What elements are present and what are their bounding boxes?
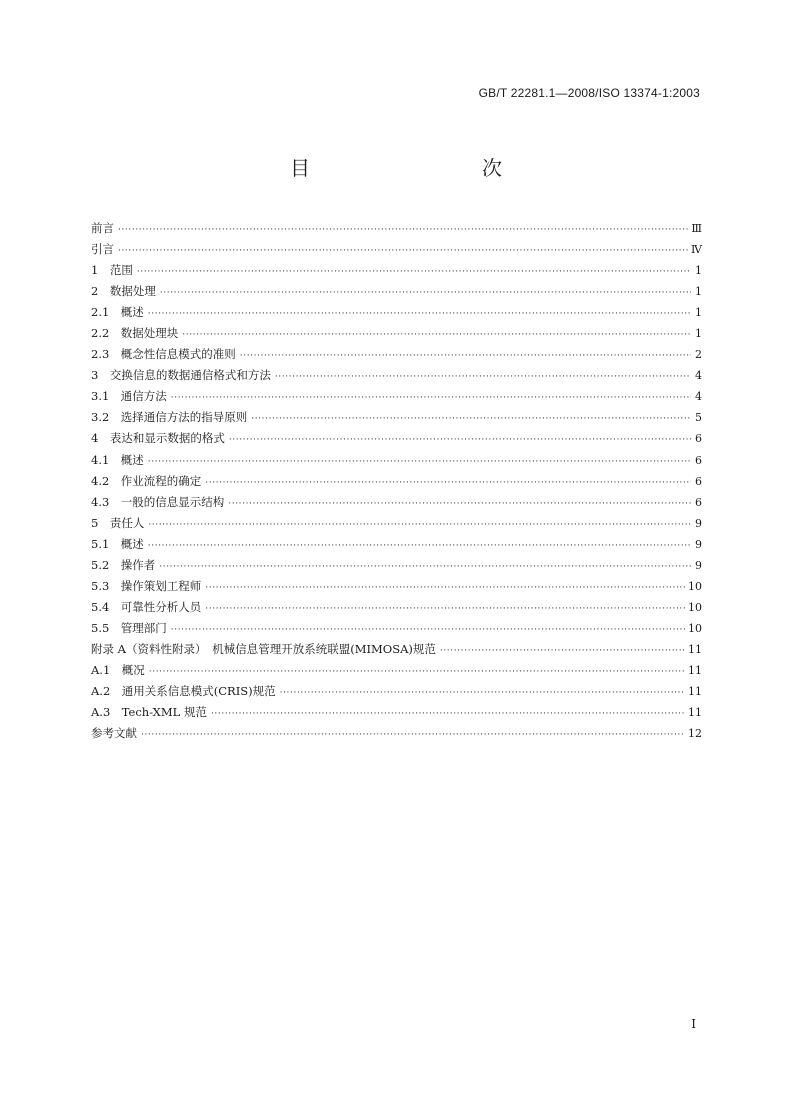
toc-entry-page: 10 [688, 579, 702, 593]
toc-entry-page: 11 [688, 642, 702, 656]
toc-entry[interactable] [91, 386, 702, 407]
toc-entry[interactable] [91, 597, 702, 618]
toc-entry[interactable] [91, 218, 702, 239]
toc-entry-label: 2 数据处理 [91, 284, 156, 299]
toc-entry-label: 4.2 作业流程的确定 [91, 473, 202, 488]
toc-entry-label: 1 范围 [91, 263, 133, 278]
toc-entry-page: 9 [695, 516, 702, 530]
toc-entry-label: 5 责任人 [91, 515, 145, 530]
toc-entry-label: 4 表达和显示数据的格式 [91, 431, 225, 446]
toc-leader-dots [251, 409, 691, 430]
toc-entry[interactable] [91, 555, 702, 576]
toc-entry[interactable] [91, 450, 702, 471]
table-of-contents [91, 218, 702, 744]
toc-entry-label: 2.3 概念性信息模式的准则 [91, 347, 236, 362]
toc-entry-label: A.3 Tech-XML 规范 [91, 705, 207, 720]
toc-leader-dots [205, 473, 691, 494]
toc-leader-dots [171, 620, 685, 641]
toc-leader-dots [159, 557, 691, 578]
toc-entry-label: 5.5 管理部门 [91, 620, 167, 635]
toc-entry-page: Ⅲ [691, 222, 702, 235]
toc-entry[interactable] [91, 513, 702, 534]
toc-leader-dots [211, 704, 685, 725]
toc-entry-label: 附录 A（资料性附录） 机械信息管理开放系统联盟(MIMOSA)规范 [91, 641, 436, 656]
toc-entry-page: 1 [695, 306, 702, 320]
toc-entry[interactable] [91, 639, 702, 660]
toc-leader-dots [160, 283, 691, 304]
toc-entry[interactable] [91, 323, 702, 344]
toc-entry-page: 9 [695, 537, 702, 551]
toc-entry-label: 4.3 一般的信息显示结构 [91, 494, 225, 509]
toc-entry-page: 6 [695, 474, 702, 488]
toc-leader-dots [228, 494, 691, 515]
toc-entry-label: 5.4 可靠性分析人员 [91, 599, 202, 614]
toc-entry[interactable] [91, 492, 702, 513]
toc-entry-label: 5.1 概述 [91, 536, 144, 551]
toc-leader-dots [205, 599, 685, 620]
toc-entry-page: 1 [695, 264, 702, 278]
toc-entry[interactable] [91, 365, 702, 386]
toc-entry[interactable] [91, 407, 702, 428]
toc-leader-dots [205, 578, 685, 599]
toc-leader-dots [229, 430, 691, 451]
toc-entry[interactable] [91, 471, 702, 492]
toc-entry[interactable] [91, 723, 702, 744]
toc-leader-dots [182, 325, 691, 346]
toc-entry-page: Ⅳ [691, 243, 702, 257]
toc-entry-page: 2 [695, 348, 702, 362]
toc-entry-page: 6 [695, 495, 702, 509]
toc-entry-label: A.1 概况 [91, 662, 145, 677]
toc-leader-dots [171, 388, 691, 409]
toc-entry-page: 1 [695, 327, 702, 341]
toc-leader-dots [118, 220, 688, 241]
toc-entry-page: 10 [688, 600, 702, 614]
toc-entry[interactable] [91, 239, 702, 260]
page-title: 目 次 [290, 156, 546, 180]
toc-entry-label: 5.2 操作者 [91, 557, 156, 572]
toc-entry-label: 3.1 通信方法 [91, 389, 167, 404]
toc-entry[interactable] [91, 344, 702, 365]
toc-entry-page: 12 [688, 727, 702, 741]
toc-entry-page: 11 [688, 663, 702, 677]
toc-entry-page: 11 [688, 706, 702, 720]
toc-leader-dots [148, 452, 691, 473]
toc-entry-page: 5 [695, 411, 702, 425]
toc-entry-page: 6 [695, 453, 702, 467]
toc-entry[interactable] [91, 681, 702, 702]
toc-entry-page: 4 [695, 369, 702, 383]
toc-entry[interactable] [91, 428, 702, 449]
toc-entry[interactable] [91, 302, 702, 323]
toc-leader-dots [275, 367, 691, 388]
toc-leader-dots [141, 725, 685, 746]
toc-entry-page: 11 [688, 685, 702, 699]
toc-leader-dots [149, 662, 685, 683]
toc-leader-dots [148, 515, 691, 536]
toc-entry-label: 2.2 数据处理块 [91, 326, 179, 341]
toc-leader-dots [240, 346, 691, 367]
toc-entry-label: 5.3 操作策划工程师 [91, 578, 202, 593]
toc-entry-page: 4 [695, 390, 702, 404]
toc-leader-dots [280, 683, 685, 704]
toc-entry-label: A.2 通用关系信息模式(CRIS)规范 [91, 684, 276, 699]
toc-entry[interactable] [91, 534, 702, 555]
toc-entry-label: 引言 [91, 242, 114, 257]
toc-entry-label: 3.2 选择通信方法的指导原则 [91, 410, 248, 425]
toc-entry-label: 参考文献 [91, 726, 137, 741]
toc-leader-dots [148, 304, 691, 325]
toc-entry-page: 1 [695, 285, 702, 299]
standard-code-header: GB/T 22281.1—2008/ISO 13374-1:2003 [478, 86, 700, 100]
toc-entry[interactable] [91, 702, 702, 723]
toc-entry-label: 2.1 概述 [91, 305, 144, 320]
toc-entry-page: 10 [688, 621, 702, 635]
toc-entry-label: 前言 [91, 221, 114, 235]
toc-entry-label: 3 交换信息的数据通信格式和方法 [91, 368, 271, 383]
toc-leader-dots [118, 241, 688, 262]
toc-entry[interactable] [91, 281, 702, 302]
toc-entry-label: 4.1 概述 [91, 452, 144, 467]
toc-entry[interactable] [91, 576, 702, 597]
toc-leader-dots [440, 641, 685, 662]
toc-leader-dots [137, 262, 691, 283]
toc-entry[interactable] [91, 260, 702, 281]
page-number: I [691, 1017, 696, 1031]
toc-leader-dots [148, 536, 691, 557]
toc-entry-page: 6 [695, 432, 702, 446]
toc-entry[interactable] [91, 660, 702, 681]
toc-entry-page: 9 [695, 558, 702, 572]
toc-entry[interactable] [91, 618, 702, 639]
